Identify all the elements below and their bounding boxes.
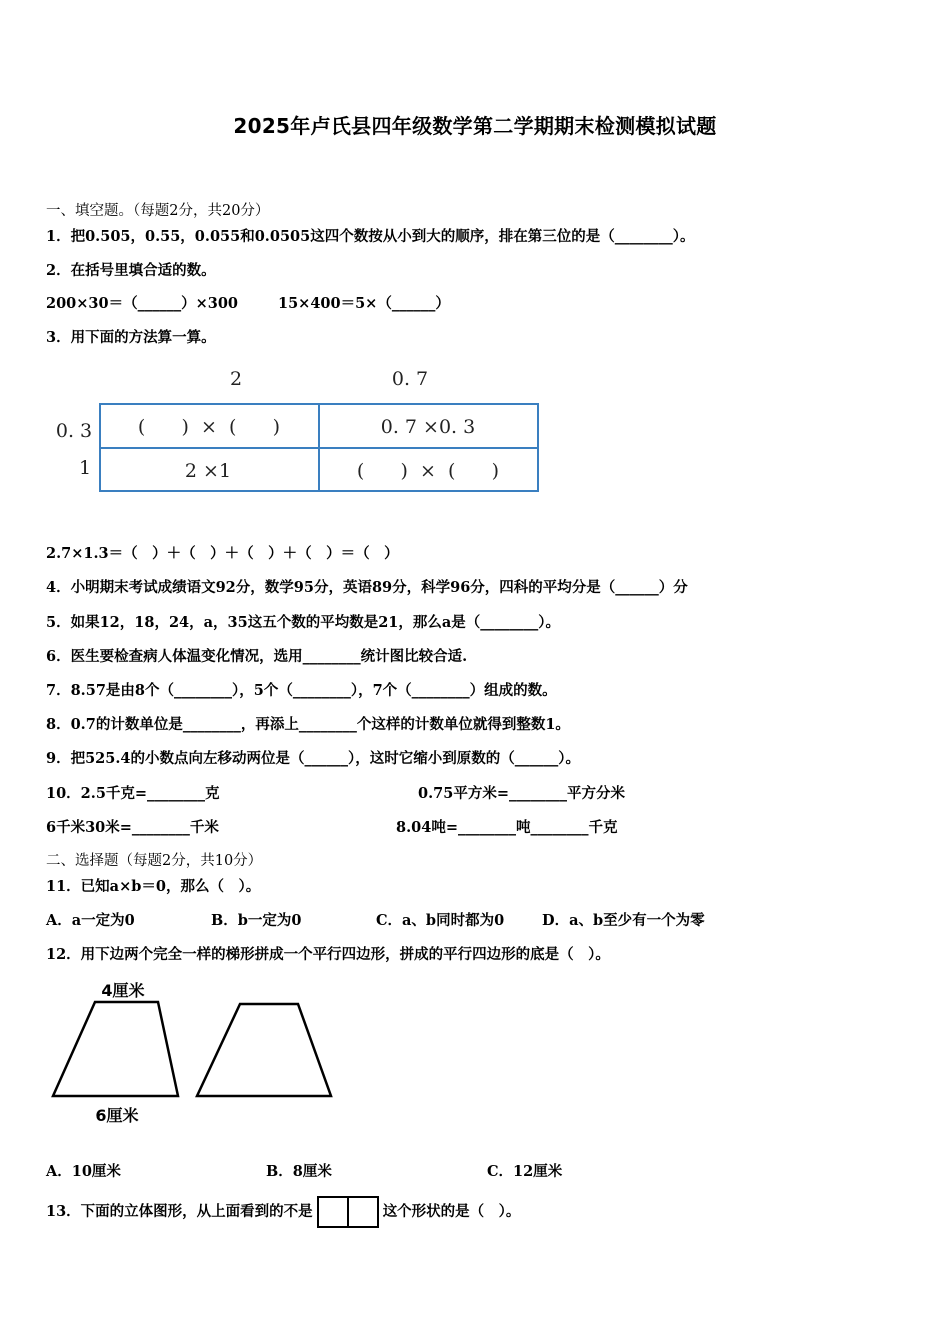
- table-cell-top-right: 0. 7 ×0. 3: [380, 416, 476, 438]
- question-12-option-a: A．10厘米: [46, 1163, 121, 1180]
- section-heading-fill-blank: 一、填空题。（每题2分，共20分）: [46, 203, 270, 219]
- question-10b: 0.75平方米=________平方分米: [418, 785, 625, 802]
- trapezoid-left: [53, 1002, 178, 1096]
- question-11-option-c: C．a、b同时都为0: [376, 912, 505, 929]
- question-11-option-b: B．b一定为0: [211, 912, 302, 929]
- question-4: 4．小明期末考试成绩语文92分，数学95分，英语89分，科学96分，四科的平均分是（______）分: [46, 579, 688, 596]
- multiplication-table-figure: [50, 360, 550, 510]
- question-12-option-b: B．8厘米: [266, 1163, 332, 1180]
- question-13-text-after: 这个形状的是（ ）。: [382, 1203, 521, 1220]
- question-7: 7．8.57是由8个（________），5个（________），7个（________）组成的数。: [46, 682, 557, 699]
- question-13: [46, 1196, 520, 1228]
- trapezoid-figure: [45, 975, 335, 1135]
- question-9: 9．把525.4的小数点向左移动两位是（______），这时它缩小到原数的（______）。: [46, 750, 580, 767]
- question-11: 11．已知a×b＝0，那么（ ）。: [46, 878, 261, 895]
- col-label-0-7: 0. 7: [391, 368, 429, 390]
- question-3: 3．用下面的方法算一算。: [46, 329, 216, 346]
- question-13-text-before: 13．下面的立体图形，从上面看到的不是: [46, 1203, 313, 1220]
- question-10a: 10．2.5千克=________克: [46, 785, 220, 802]
- row-label-0-3: 0. 3: [55, 420, 93, 442]
- question-3-equation: 2.7×1.3＝（ ）＋（ ）＋（ ）＋（ ）＝（ ）: [46, 545, 399, 562]
- two-square-shape-icon: [317, 1196, 379, 1228]
- trapezoid-bottom-label: 6厘米: [95, 1106, 139, 1125]
- trapezoid-top-label: 4厘米: [101, 981, 145, 1000]
- col-label-2: 2: [229, 368, 243, 390]
- question-11-option-d: D．a、b至少有一个为零: [542, 912, 705, 929]
- question-5: 5．如果12，18，24，a，35这五个数的平均数是21，那么a是（________）。: [46, 614, 561, 631]
- page-title: 2025年卢氏县四年级数学第二学期期末检测模拟试题: [233, 114, 717, 138]
- question-8: 8．0.7的计数单位是________，再添上________个这样的计数单位就得到整数1。: [46, 716, 570, 733]
- question-2a: 200×30＝（______）×300: [46, 295, 239, 312]
- question-2b: 15×400＝5×（______）: [278, 295, 450, 312]
- question-12-option-c: C．12厘米: [487, 1163, 563, 1180]
- question-10c: 6千米30米=________千米: [46, 819, 219, 836]
- trapezoid-right: [197, 1004, 331, 1096]
- question-1: 1．把0.505，0.55，0.055和0.0505这四个数按从小到大的顺序，排在第三位的是（________）。: [46, 228, 695, 245]
- table-cell-bottom-left: 2 ×1: [184, 460, 232, 482]
- question-2: 2．在括号里填合适的数。: [46, 262, 216, 279]
- row-label-1: 1: [78, 457, 92, 479]
- question-11-option-a: A．a一定为0: [46, 912, 135, 929]
- table-cell-top-left: ( ) × ( ): [137, 416, 281, 438]
- question-10d: 8.04吨=________吨________千克: [396, 819, 618, 836]
- table-cell-bottom-right: ( ) × ( ): [356, 460, 500, 482]
- question-12: 12．用下边两个完全一样的梯形拼成一个平行四边形，拼成的平行四边形的底是（ ）。: [46, 946, 610, 963]
- question-6: 6．医生要检查病人体温变化情况，选用________统计图比较合适.: [46, 648, 468, 665]
- section-heading-choice: 二、选择题（每题2分，共10分）: [46, 853, 263, 869]
